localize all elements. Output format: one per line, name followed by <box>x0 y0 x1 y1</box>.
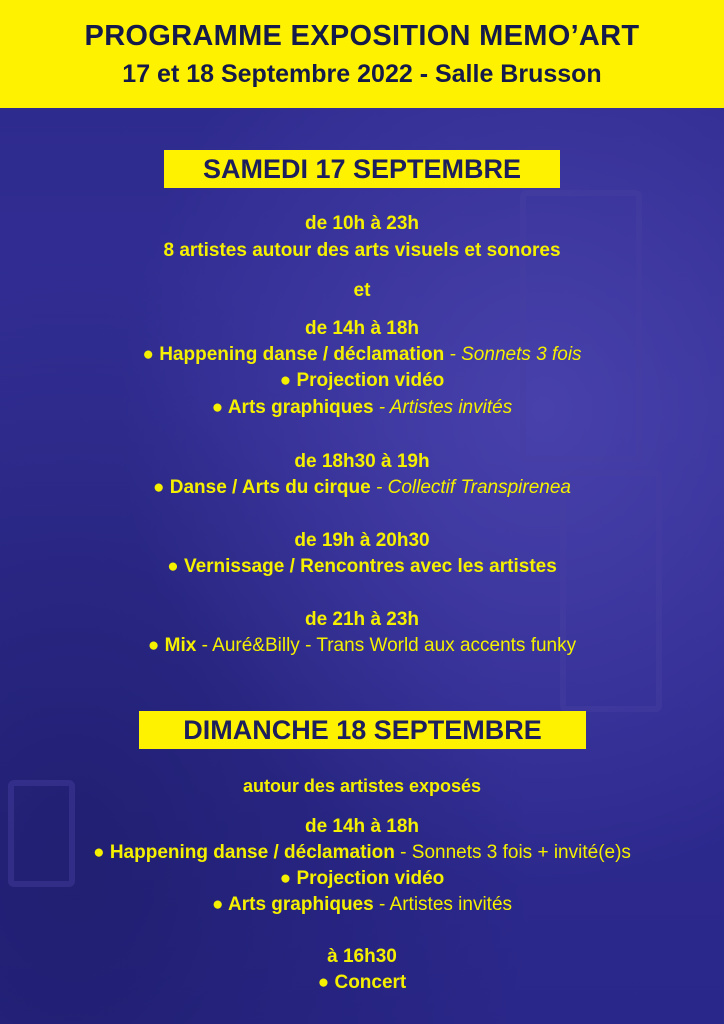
saturday-item-1 <box>0 344 724 366</box>
item-detail: - Artistes invités <box>373 894 513 915</box>
item-detail: - Sonnets 3 fois + invité(e)s <box>394 842 631 863</box>
saturday-item-2: ● Projection vidéo <box>279 370 445 391</box>
page-subtitle: 17 et 18 Septembre 2022 - Salle Brusson <box>122 60 602 88</box>
header-banner <box>0 0 724 108</box>
sunday-item-2: ● Projection vidéo <box>279 868 445 889</box>
sunday-item-4: ● Concert <box>317 972 407 993</box>
item-detail: - Artistes invités <box>373 397 513 418</box>
saturday-time-3: de 18h30 à 19h <box>294 451 430 472</box>
item-detail: - Collectif Transpirenea <box>370 477 571 498</box>
item-label: ● Happening danse / déclamation <box>142 344 445 365</box>
sunday-heading: DIMANCHE 18 SEPTEMBRE <box>139 711 586 749</box>
saturday-time-5: de 21h à 23h <box>304 609 420 630</box>
saturday-item-4 <box>0 477 724 499</box>
saturday-item-3 <box>0 397 724 419</box>
sunday-time-2: à 16h30 <box>327 946 397 967</box>
saturday-time-1: de 10h à 23h <box>304 213 420 234</box>
texture-shape <box>560 470 662 712</box>
sunday-item-1 <box>0 842 724 864</box>
item-label: ● Arts graphiques <box>211 397 374 418</box>
saturday-heading: SAMEDI 17 SEPTEMBRE <box>164 150 560 188</box>
saturday-item-6 <box>0 635 724 657</box>
saturday-time-2: de 14h à 18h <box>304 318 420 339</box>
saturday-and: et <box>353 280 371 301</box>
item-label: ● Arts graphiques <box>211 894 374 915</box>
sunday-item-3 <box>0 894 724 916</box>
saturday-time-4: de 19h à 20h30 <box>294 530 430 551</box>
item-label: ● Danse / Arts du cirque <box>153 477 371 498</box>
sunday-time-1: de 14h à 18h <box>304 816 420 837</box>
saturday-desc-1: 8 artistes autour des arts visuels et sonores <box>163 240 561 261</box>
sunday-desc-1: autour des artistes exposés <box>242 776 482 796</box>
saturday-item-5: ● Vernissage / Rencontres avec les artistes <box>167 556 557 577</box>
item-detail: - Auré&Billy - Trans World aux accents funky <box>196 635 577 656</box>
page-title: PROGRAMME EXPOSITION MEMO’ART <box>84 20 640 52</box>
item-label: ● Mix <box>147 635 197 656</box>
item-label: ● Happening danse / déclamation <box>93 842 395 863</box>
item-detail: - Sonnets 3 fois <box>444 344 582 365</box>
